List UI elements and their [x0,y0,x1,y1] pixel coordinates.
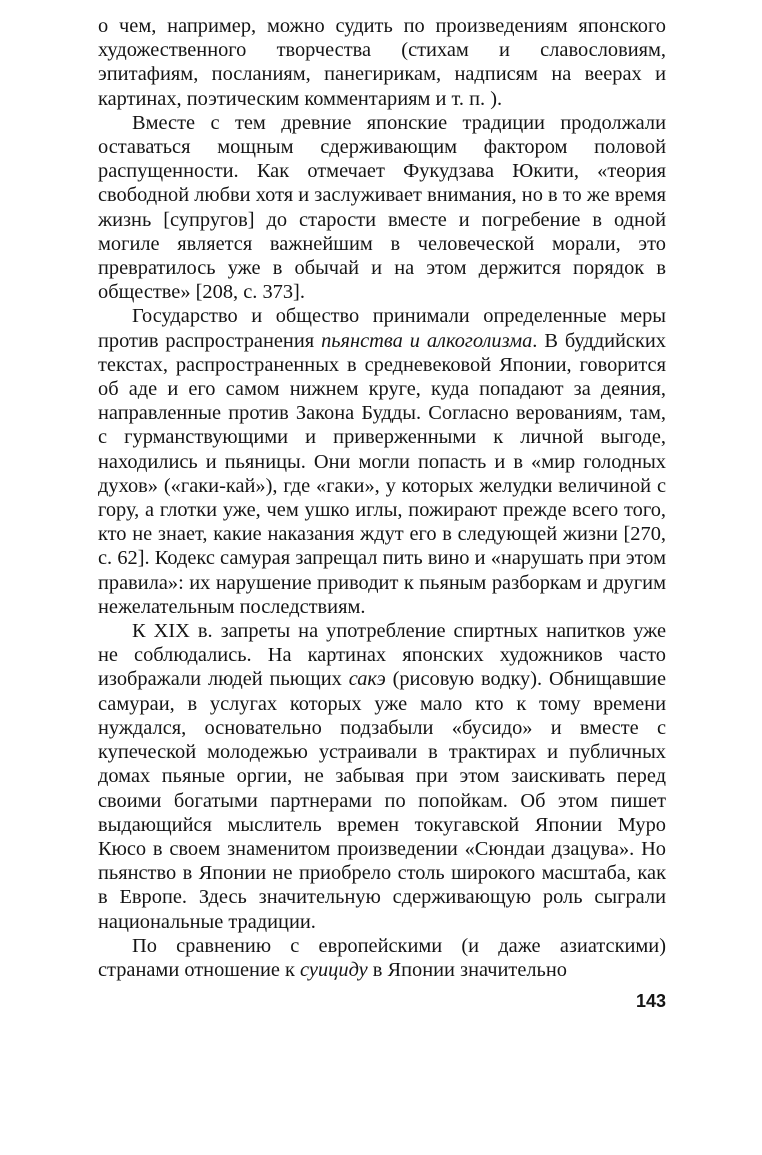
paragraph-5 [98,934,666,982]
text-segment: По сравнению с европейскими (и даже азиатскими) странами отношение к [98,934,666,981]
italic-term: суициду [300,958,368,981]
page-body [98,14,666,982]
paragraph-1 [98,14,666,111]
paragraph-3 [98,304,666,619]
italic-term: пьянства и алкоголизма [321,329,533,352]
text-segment: К XIX в. запреты на употребление спиртных напитков уже не соблюдались. На картинах японских художников часто изображали людей пьющих [98,620,666,691]
text-segment: (рисовую водку). Обнищавшие самураи, в услугах которых уже мало кто к тому времени нуждался, основательно подзабыли «бусидо» и вместе с купеческой молодежью устраивали в трактирах и публичных домах пьяные оргии, не забывая при этом заискивать перед своими богатыми партнерами по попойкам. Об этом пишет выдающийся мыслитель времен токугавской Японии Муро Кюсо в своем знаменитом произведении «Сюндаи дзацува». Но пьянство в Японии не приобрело столь широкого масштаба, как в Европе. Здесь значительную сдерживающую роль сыграли национальные традиции. [98,668,666,933]
italic-term: сакэ [348,668,386,691]
text-segment: о чем, например, можно судить по произведениям японского художественного творчества (стихам и славословиям, эпитафиям, посланиям, панегирикам, надписям на веерах и картинах, поэтическим комментариям и т. п. ). [98,15,666,110]
paragraph-4 [98,619,666,934]
text-segment: Вместе с тем древние японские традиции продолжали оставаться мощным сдерживающим фактором половой распущенности. Как отмечает Фукудзава Юкити, «теория свободной любви хотя и заслуживает внимания, но в то же время жизнь [супругов] до старости вместе и погребение в одной могиле является важнейшим в человеческой морали, это превратилось уже в обычай и на этом держится порядок в обществе» [208, с. 373]. [98,111,666,304]
text-segment: . В буддийских текстах, распространенных в средневековой Японии, говорится об аде и его самом нижнем круге, куда попадают за деяния, направленные против Закона Будды. Согласно верованиям, там, с гурманствующими и приверженными к личной выгоде, находились и пьяницы. Они могли попасть и в «мир голодных духов» («гаки-кай»), где «гаки», у которых желудки величиной с гору, а глотки уже, чем ушко иглы, пожирают прежде всего того, кто не знает, какие наказания ждут его в следующей жизни [270, с. 62]. Кодекс самурая запрещал пить вино и «нарушать при этом правила»: их нарушение приводит к пьяным разборкам и другим нежелательным последствиям. [98,329,666,618]
page-number: 143 [635,991,666,1011]
paragraph-2 [98,111,666,305]
text-segment: в Японии значительно [367,958,567,981]
text-segment: Государство и общество принимали определенные меры против распространения [98,305,666,352]
